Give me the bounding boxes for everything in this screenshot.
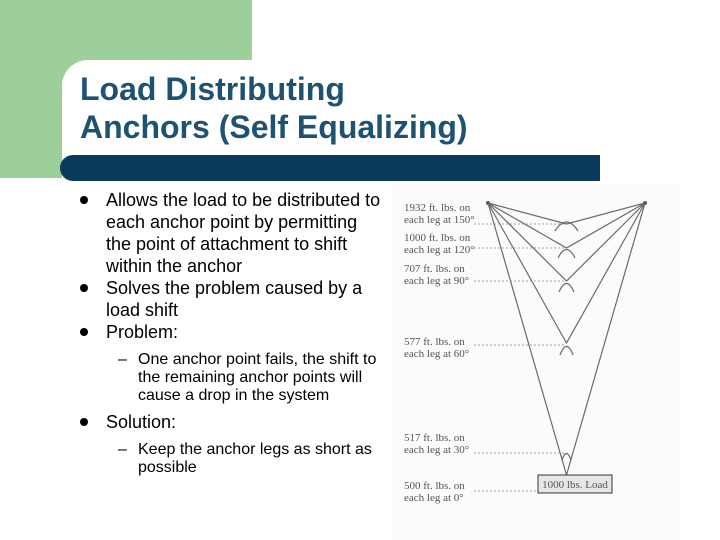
label-0-line-1: 500 ft. lbs. on bbox=[404, 480, 465, 492]
load-box-label: 1000 lbs. Load bbox=[542, 479, 608, 491]
bullet-item bbox=[74, 321, 384, 343]
title-line-2: Anchors (Self Equalizing) bbox=[80, 109, 468, 145]
label-90-line-1: 707 ft. lbs. on bbox=[404, 263, 465, 275]
sub-bullet-text: Keep the anchor legs as short as possible bbox=[138, 441, 372, 476]
bullet-text: Allows the load to be distributed to each anchor point by permitting the point of attachment to shift within the anchor bbox=[106, 190, 381, 276]
bullet-dot-icon bbox=[80, 418, 88, 426]
slide-title bbox=[80, 70, 680, 146]
bullet-item bbox=[74, 189, 384, 277]
bullet-list bbox=[74, 189, 384, 483]
sub-bullet-item bbox=[74, 441, 384, 477]
sub-bullet-item bbox=[74, 351, 384, 405]
label-120-line-1: 1000 ft. lbs. on bbox=[404, 232, 471, 244]
bullet-item bbox=[74, 277, 384, 321]
title-line-1: Load Distributing bbox=[80, 71, 345, 107]
label-60-line-1: 577 ft. lbs. on bbox=[404, 336, 465, 348]
sub-bullet-text: One anchor point fails, the shift to the remaining anchor points will cause a drop in the system bbox=[138, 351, 377, 404]
bullet-text: Problem: bbox=[106, 322, 179, 342]
anchor-angle-diagram bbox=[392, 185, 680, 540]
label-90-line-2: each leg at 90° bbox=[404, 275, 470, 287]
label-30-line-2: each leg at 30° bbox=[404, 444, 470, 456]
bullet-dot-icon bbox=[80, 328, 88, 336]
bullet-text: Solution: bbox=[106, 412, 177, 432]
label-150-line-2: each leg at 150° bbox=[404, 214, 475, 226]
dash-marker: – bbox=[118, 441, 127, 458]
bullet-item bbox=[74, 411, 384, 433]
dash-marker: – bbox=[118, 351, 127, 368]
bullet-dot-icon bbox=[80, 284, 88, 292]
title-underline-bar bbox=[60, 155, 600, 181]
bullet-text: Solves the problem caused by a load shift bbox=[106, 278, 363, 320]
label-150-line-1: 1932 ft. lbs. on bbox=[404, 202, 471, 214]
label-0-line-2: each leg at 0° bbox=[404, 492, 464, 504]
label-30-line-1: 517 ft. lbs. on bbox=[404, 432, 465, 444]
bullet-dot-icon bbox=[80, 196, 88, 204]
label-60-line-2: each leg at 60° bbox=[404, 348, 470, 360]
label-120-line-2: each leg at 120° bbox=[404, 244, 475, 256]
